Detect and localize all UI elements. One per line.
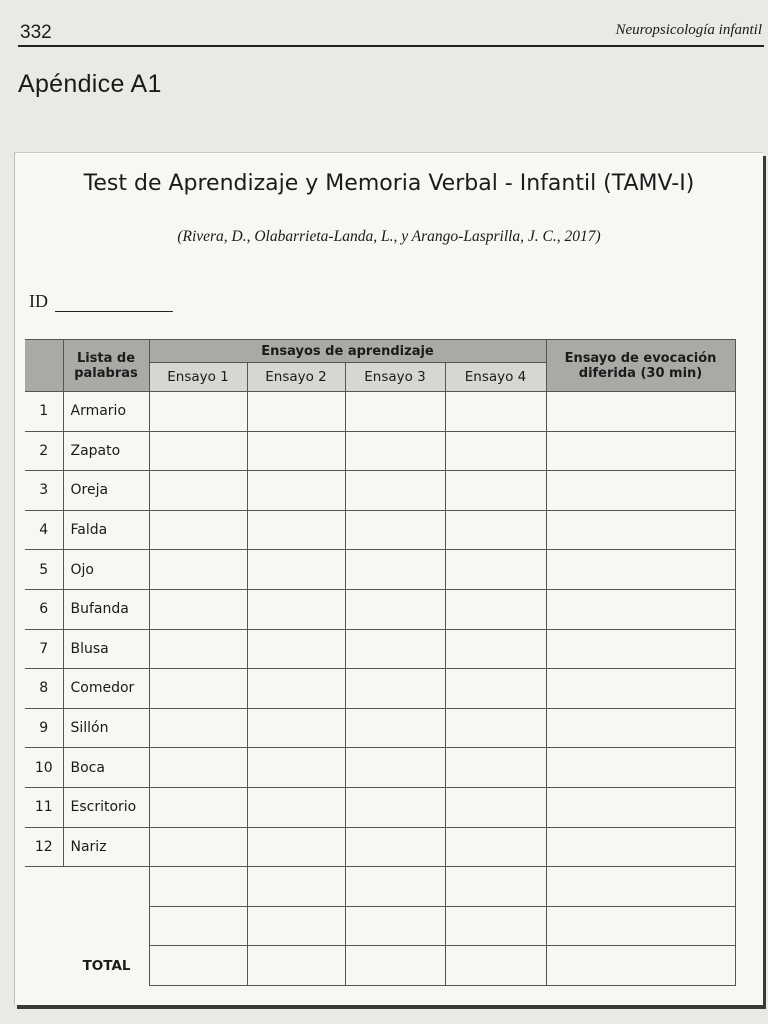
number-header <box>25 340 63 392</box>
spacer-cell <box>25 867 63 907</box>
extra-cell[interactable] <box>546 906 735 946</box>
trial-1-cell[interactable] <box>149 392 247 432</box>
appendix-title: Apéndice A1 <box>18 70 162 98</box>
trial-2-cell[interactable] <box>247 669 345 709</box>
word-cell: Oreja <box>63 471 149 511</box>
delayed-recall-cell[interactable] <box>546 708 735 748</box>
trial-2-cell[interactable] <box>247 510 345 550</box>
trial-3-cell[interactable] <box>345 471 445 511</box>
delayed-recall-cell[interactable] <box>546 629 735 669</box>
trial-header-1: Ensayo 1 <box>149 363 247 392</box>
total-trial-3[interactable] <box>345 946 445 986</box>
extra-cell[interactable] <box>546 867 735 907</box>
trial-2-cell[interactable] <box>247 748 345 788</box>
score-table <box>25 339 736 986</box>
spacer-cell <box>63 867 149 907</box>
word-cell: Boca <box>63 748 149 788</box>
word-row <box>25 787 735 827</box>
word-cell: Armario <box>63 392 149 432</box>
trial-3-cell[interactable] <box>345 431 445 471</box>
word-cell: Comedor <box>63 669 149 709</box>
trial-1-cell[interactable] <box>149 550 247 590</box>
total-delayed-recall[interactable] <box>546 946 735 986</box>
row-number: 9 <box>25 708 63 748</box>
extra-cell[interactable] <box>149 906 247 946</box>
trial-3-cell[interactable] <box>345 589 445 629</box>
trial-1-cell[interactable] <box>149 748 247 788</box>
trial-4-cell[interactable] <box>445 827 546 867</box>
id-label: ID <box>29 291 48 311</box>
row-number: 6 <box>25 589 63 629</box>
trial-2-cell[interactable] <box>247 787 345 827</box>
trial-2-cell[interactable] <box>247 431 345 471</box>
trial-2-cell[interactable] <box>247 589 345 629</box>
form-title: Test de Aprendizaje y Memoria Verbal - Infantil (TAMV-I) <box>83 171 695 196</box>
trial-4-cell[interactable] <box>445 431 546 471</box>
extra-cell[interactable] <box>149 867 247 907</box>
trial-2-cell[interactable] <box>247 827 345 867</box>
delayed-recall-cell[interactable] <box>546 787 735 827</box>
extra-cell[interactable] <box>345 906 445 946</box>
word-row <box>25 669 735 709</box>
trial-4-cell[interactable] <box>445 708 546 748</box>
extra-cell[interactable] <box>345 867 445 907</box>
delayed-recall-cell[interactable] <box>546 748 735 788</box>
delayed-recall-header: Ensayo de evocación diferida (30 min) <box>546 340 735 392</box>
extra-cell[interactable] <box>247 906 345 946</box>
form-card <box>14 152 763 1005</box>
trial-4-cell[interactable] <box>445 471 546 511</box>
word-row <box>25 550 735 590</box>
word-cell: Blusa <box>63 629 149 669</box>
word-cell: Nariz <box>63 827 149 867</box>
trial-1-cell[interactable] <box>149 787 247 827</box>
total-trial-2[interactable] <box>247 946 345 986</box>
row-number: 2 <box>25 431 63 471</box>
trial-4-cell[interactable] <box>445 550 546 590</box>
trial-3-cell[interactable] <box>345 392 445 432</box>
row-number: 12 <box>25 827 63 867</box>
trial-header-3: Ensayo 3 <box>345 363 445 392</box>
header-rule <box>18 45 764 47</box>
row-number: 3 <box>25 471 63 511</box>
delayed-recall-cell[interactable] <box>546 550 735 590</box>
trial-3-cell[interactable] <box>345 708 445 748</box>
delayed-recall-cell[interactable] <box>546 589 735 629</box>
running-title: Neuropsicología infantil <box>615 22 762 38</box>
citation: (Rivera, D., Olabarrieta-Landa, L., y Arango-Lasprilla, J. C., 2017) <box>177 228 601 245</box>
row-number: 7 <box>25 629 63 669</box>
word-row <box>25 629 735 669</box>
word-row <box>25 431 735 471</box>
delayed-recall-cell[interactable] <box>546 431 735 471</box>
word-cell: Ojo <box>63 550 149 590</box>
trial-2-cell[interactable] <box>247 629 345 669</box>
row-number: 8 <box>25 669 63 709</box>
word-row <box>25 827 735 867</box>
word-cell: Bufanda <box>63 589 149 629</box>
total-trial-4[interactable] <box>445 946 546 986</box>
trial-2-cell[interactable] <box>247 708 345 748</box>
trial-1-cell[interactable] <box>149 589 247 629</box>
delayed-recall-cell[interactable] <box>546 669 735 709</box>
trial-4-cell[interactable] <box>445 589 546 629</box>
word-row <box>25 471 735 511</box>
word-row <box>25 708 735 748</box>
trial-1-cell[interactable] <box>149 431 247 471</box>
trial-3-cell[interactable] <box>345 827 445 867</box>
trial-header-2: Ensayo 2 <box>247 363 345 392</box>
trial-2-cell[interactable] <box>247 550 345 590</box>
extra-cell[interactable] <box>445 867 546 907</box>
delayed-recall-cell[interactable] <box>546 471 735 511</box>
word-row <box>25 392 735 432</box>
trial-4-cell[interactable] <box>445 748 546 788</box>
trial-1-cell[interactable] <box>149 708 247 748</box>
row-number: 10 <box>25 748 63 788</box>
trial-3-cell[interactable] <box>345 510 445 550</box>
row-number: 4 <box>25 510 63 550</box>
row-number: 5 <box>25 550 63 590</box>
row-number: 11 <box>25 787 63 827</box>
trial-3-cell[interactable] <box>345 550 445 590</box>
trial-1-cell[interactable] <box>149 827 247 867</box>
trial-3-cell[interactable] <box>345 748 445 788</box>
trial-header-4: Ensayo 4 <box>445 363 546 392</box>
trial-1-cell[interactable] <box>149 629 247 669</box>
spacer-cell <box>25 906 63 946</box>
total-trial-1[interactable] <box>149 946 247 986</box>
spacer-cell <box>63 906 149 946</box>
word-list-header: Lista de palabras <box>63 340 149 392</box>
trial-1-cell[interactable] <box>149 669 247 709</box>
trial-4-cell[interactable] <box>445 669 546 709</box>
row-number: 1 <box>25 392 63 432</box>
word-row <box>25 589 735 629</box>
word-cell: Falda <box>63 510 149 550</box>
trial-4-cell[interactable] <box>445 787 546 827</box>
extra-cell[interactable] <box>445 906 546 946</box>
word-cell: Zapato <box>63 431 149 471</box>
trial-3-cell[interactable] <box>345 787 445 827</box>
delayed-recall-cell[interactable] <box>546 510 735 550</box>
word-cell: Sillón <box>63 708 149 748</box>
trial-3-cell[interactable] <box>345 669 445 709</box>
trial-1-cell[interactable] <box>149 471 247 511</box>
trial-2-cell[interactable] <box>247 392 345 432</box>
word-row <box>25 748 735 788</box>
page-number: 332 <box>20 22 52 43</box>
trial-2-cell[interactable] <box>247 471 345 511</box>
word-row <box>25 510 735 550</box>
extra-cell[interactable] <box>247 867 345 907</box>
trial-1-cell[interactable] <box>149 510 247 550</box>
id-field[interactable] <box>55 311 173 312</box>
trial-4-cell[interactable] <box>445 629 546 669</box>
delayed-recall-cell[interactable] <box>546 827 735 867</box>
word-cell: Escritorio <box>63 787 149 827</box>
trial-3-cell[interactable] <box>345 629 445 669</box>
learning-trials-header: Ensayos de aprendizaje <box>149 340 546 363</box>
delayed-recall-cell[interactable] <box>546 392 735 432</box>
trial-4-cell[interactable] <box>445 510 546 550</box>
total-label: TOTAL <box>82 957 131 974</box>
trial-4-cell[interactable] <box>445 392 546 432</box>
